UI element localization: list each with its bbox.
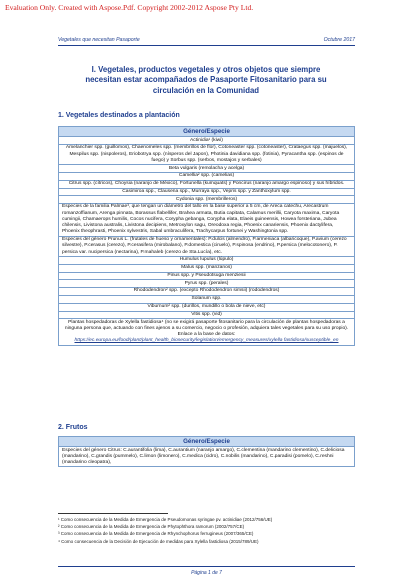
table-row bbox=[59, 236, 355, 256]
table-cell: Amelanchier spp. (guillomos), Chaenomeles spp. (membrillos de flor), Cotoneaster spp. (cotoneaster), Crataegus spp. (majuelos), Mespilus spp. (nispoleros), Eriobotrya spp. (nísperos del Japon), Photinia davidiana spp. (fotinia), Pyracantha spp. (espinos de fuego) y Sorbus spp. (serbos, mostajos y serbales) bbox=[59, 145, 355, 165]
document-title: I. Vegetales, productos vegetales y otros objetos que siempre necesitan estar acompañados de Pasaporte Fitosanitario para su circulación en la Comunidad bbox=[85, 65, 327, 95]
table-row bbox=[59, 145, 355, 165]
xylella-database-link[interactable]: https://ec.europa.eu/food/plant/plant_health_biosecurity/legislation/emergency_measures/xylella fastidiosa/susceptible_en bbox=[74, 338, 339, 344]
table-cell: Citrus spp. (cítricos), Choysia (naranjo de México), Fortunella (kumquats) y Poncirus (naranjo amargo espinoso) y sus híbridos. bbox=[59, 180, 355, 188]
table-row bbox=[59, 311, 355, 319]
table-row bbox=[59, 257, 355, 265]
table-cell: Especies del género Prunus L. (frutales de hueso y ornamentales): P.dulcis (almendro), P.armeniaca (albaricoque), P.avium (cerezo silvestre), P.cerasus (cerezo), P.cerasifera (mirobalano), P.domestica (ciruelo), P.spinosa (endrino), P.persica (melocotonero), P. persica var. nucipersica (nectarina), P.mahaleb (cerezo de Sta.Lucía), etc. bbox=[59, 236, 355, 256]
table-cell: Actinidia¹ (kiwi) bbox=[59, 137, 355, 145]
fruits-table bbox=[58, 436, 355, 467]
table-cell: Casimiroa spp., Clausena spp., Murraya spp., Vepris spp. y Zanthoxylum spp. bbox=[59, 188, 355, 196]
footnote: ⁴ Como consecuencia de la Decisión de Ejecución de medidas para Xylella fastidiosa (2015/789/UE) bbox=[58, 538, 259, 544]
table-row bbox=[59, 196, 355, 204]
table-row bbox=[59, 447, 355, 467]
table-cell: Solanum spp. bbox=[59, 295, 355, 303]
page-number: Página 1 de 7 bbox=[191, 570, 222, 576]
xylella-text: Plantas hospedadoras de Xylella fastidiosa⁴ (no se exigirá pasaporte fitosanitario para la circulación de plantas hospedadoras a ninguna persona que, actuando con fines ajenos a su comercio, negocio o profesión, adquiera tales vegetales para su uso propio). Enlace a la base de datos: bbox=[64, 319, 349, 338]
table-row bbox=[59, 272, 355, 280]
table-cell: Viburnum² spp. (durillos, mundillo o bola de nieve, etc) bbox=[59, 303, 355, 311]
table-row bbox=[59, 280, 355, 288]
table-row bbox=[59, 295, 355, 303]
table-cell: Camellia² spp. (camelias) bbox=[59, 173, 355, 181]
table-cell: Malus spp. (manzanos) bbox=[59, 264, 355, 272]
table-cell: Pyrus spp. (perales) bbox=[59, 280, 355, 288]
table-header: Género/Especie bbox=[59, 437, 355, 447]
header-right: Octubre 2017 bbox=[323, 37, 355, 43]
table-cell: Cydonia spp. (membrilleros) bbox=[59, 196, 355, 204]
table-row bbox=[59, 288, 355, 296]
table-row bbox=[59, 188, 355, 196]
section1-heading: 1. Vegetales destinados a plantación bbox=[58, 112, 180, 119]
footnote: ² Como consecuencia de la Medida de Emergencia de Phytophthora ramorum (2002/757/CE) bbox=[58, 524, 245, 530]
footnote: ³ Como consecuencia de la Medida de Emergencia de Rhynchophorus ferrugineus (2007/365/CE) bbox=[58, 531, 254, 537]
footer-divider bbox=[58, 566, 355, 567]
table-row bbox=[59, 137, 355, 145]
table-cell: Humulus lupulus (lúpulo) bbox=[59, 257, 355, 265]
evaluation-watermark: Evaluation Only. Created with Aspose.Pdf. Copyright 2002-2012 Aspose Pty Ltd. bbox=[5, 3, 254, 12]
table-cell: Beta vulgaris (remolacha y acelga) bbox=[59, 165, 355, 173]
table-cell: Especies de la familia Palmae³, que tengan un diámetro del tallo en la base superior a 5 cm, de Areca catechu, Arecastrum romanzoffianum, Arenga pinnata, Borassus flabellifer, Brahea armata, Butia capitata, Calamus merillii, Caryota maxima, Caryota cumingii, Chamaerops humilis, Cocos nucifera, Corypha gebanga, Corypha elata, Elaeis guineensis, Howea forsteriana, Jubea chilensis, Livistona australis, Livistona decipiens, Metroxylon sagu, Oreodoxa regia, Phoenix canariensis, Phoenix dactylifera, Phoenix theophrasti, Phoenix sylvestris, Sabal umbraculifera, Trachycarpus fortunei y Washingtonia spp. bbox=[59, 204, 355, 237]
table-row bbox=[59, 319, 355, 345]
table-cell: Rhododendron² spp. (excepto Rhododendron simsii) (rododendros) bbox=[59, 288, 355, 296]
table-cell: Vitis spp. (vid) bbox=[59, 311, 355, 319]
plants-table bbox=[58, 126, 355, 346]
table-cell: Especies del género Citrus: C.aurantifolia (lima), C.aurantium (naranjo amargo), C.clementina (mandarino clementino), C.deliciosa (mandarino), C.grandis (pummelo), C.limon (limonero), C.medica (cidro), C.nobilis (mandarino), C.paradisi (pomelo), C.reshni (mandarino cleopatra), bbox=[59, 447, 355, 467]
table-row bbox=[59, 180, 355, 188]
table-row bbox=[59, 165, 355, 173]
table-row bbox=[59, 303, 355, 311]
section2-heading: 2. Frutos bbox=[58, 424, 88, 431]
table-cell bbox=[59, 319, 355, 345]
table-row bbox=[59, 173, 355, 181]
page-header bbox=[58, 37, 355, 43]
header-left: Vegetales que necesitan Pasaporte bbox=[58, 37, 140, 43]
footnote-divider bbox=[58, 513, 168, 514]
table-row bbox=[59, 204, 355, 237]
table-cell: Pinus spp. y Pseudotsuga menziesii bbox=[59, 272, 355, 280]
footnotes bbox=[58, 516, 272, 545]
table-row bbox=[59, 264, 355, 272]
header-divider bbox=[58, 45, 355, 46]
footnote: ¹ Como consecuencia de la Medida de Emergencia de Pseudomonas syringae pv. actinidiae (2012/756/UE) bbox=[58, 517, 273, 522]
table-header: Género/Especie bbox=[59, 127, 355, 137]
